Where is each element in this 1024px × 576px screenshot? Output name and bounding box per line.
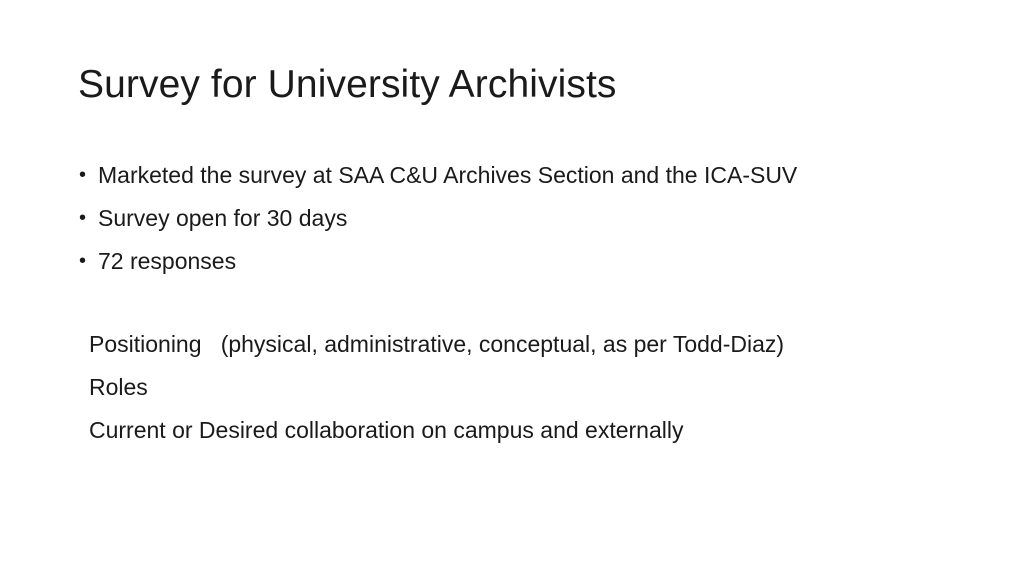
topic-line: Current or Desired collaboration on campus and externally <box>89 417 684 443</box>
bullet-text: 72 responses <box>98 248 237 274</box>
bullet-text: Marketed the survey at SAA C&U Archives Section and the ICA-SUV <box>98 162 798 188</box>
bullet-marker: • <box>79 207 87 229</box>
bullet-marker: • <box>79 250 87 272</box>
topic-line: Positioning (physical, administrative, conceptual, as per Todd-Diaz) <box>89 331 785 357</box>
bullet-item <box>76 197 797 240</box>
bullet-item <box>76 154 797 197</box>
bullet-list <box>76 154 797 283</box>
bullet-item <box>76 240 797 283</box>
slide-title: Survey for University Archivists <box>78 63 617 106</box>
bullet-text: Survey open for 30 days <box>98 205 348 231</box>
topic-line: Roles <box>89 374 148 400</box>
survey-topics <box>89 323 784 452</box>
bullet-marker: • <box>79 164 87 186</box>
